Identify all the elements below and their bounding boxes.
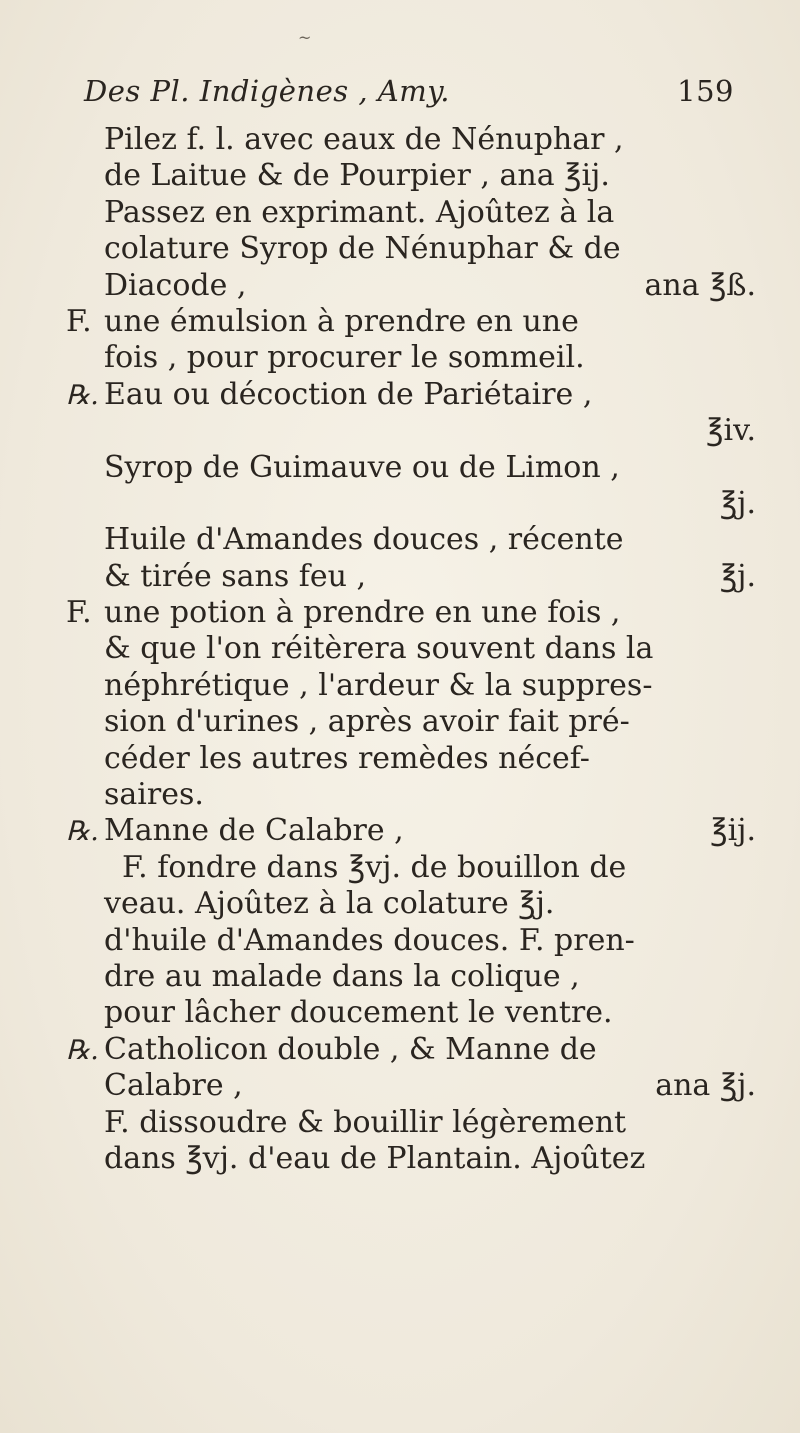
recipe-symbol: ℞. (66, 816, 99, 848)
text-line (66, 741, 756, 777)
line-text: Diacode , (104, 267, 247, 303)
line-text: F. fondre dans ℥vj. de bouillon de (122, 849, 627, 885)
line-text: F. dissoudre & bouillir légèrement (104, 1104, 627, 1140)
line-text: Eau ou décoction de Pariétaire , (104, 376, 593, 412)
recipe-symbol: ℞. (66, 379, 99, 411)
text-body (66, 122, 756, 1177)
line-text: dre au malade dans la colique , (104, 958, 580, 994)
line-text: Pilez f. l. avec eaux de Nénuphar , (104, 122, 624, 157)
line-text: sion d'urines , après avoir fait pré- (104, 704, 630, 740)
line-text: néphrétique , l'ardeur & la suppres- (104, 667, 653, 703)
text-line (66, 1105, 756, 1141)
text-line (66, 450, 756, 486)
text-line (66, 668, 756, 704)
line-text: saires. (104, 777, 204, 813)
text-line (66, 304, 756, 340)
text-line (66, 195, 756, 231)
formula-marker: F. (66, 303, 92, 339)
text-line (66, 1141, 756, 1177)
text-line (66, 340, 756, 376)
text-line (66, 1068, 756, 1104)
text-line (66, 777, 756, 813)
line-text: & que l'on réitèrera souvent dans la (104, 631, 654, 667)
text-line (66, 886, 756, 922)
formula-marker: F. (66, 595, 92, 631)
line-text: Catholicon double , & Manne de (104, 1031, 597, 1067)
line-text: Passez en exprimant. Ajoûtez à la (104, 194, 615, 230)
text-line (66, 631, 756, 667)
text-line (66, 995, 756, 1031)
text-line (66, 1032, 756, 1068)
dosage-amount: ℥j. (719, 558, 756, 594)
dosage-amount: ana ℥ß. (644, 267, 756, 303)
line-text: fois , pour procurer le sommeil. (104, 340, 585, 376)
text-line (66, 850, 756, 886)
header-title: Des Pl. Indigènes , Amy. (84, 74, 451, 108)
text-line (66, 231, 756, 267)
text-line (66, 559, 756, 595)
recipe-symbol: ℞. (66, 1034, 99, 1066)
text-line (66, 595, 756, 631)
line-text: une potion à prendre en une fois , (104, 595, 621, 631)
dosage-amount: ana ℥j. (655, 1068, 756, 1104)
line-text: de Laitue & de Pourpier , ana ℥ij. (104, 158, 610, 194)
line-text: Manne de Calabre , (104, 813, 404, 849)
page-number: 159 (677, 74, 734, 108)
text-line (66, 268, 756, 304)
ink-speck: ~ (298, 28, 312, 47)
text-line (66, 704, 756, 740)
line-text: Syrop de Guimauve ou de Limon , (104, 449, 620, 485)
line-text: & tirée sans feu , (104, 558, 367, 594)
running-header (84, 74, 734, 108)
line-text: une émulsion à prendre en une (104, 303, 579, 339)
text-line (66, 377, 756, 413)
text-line (66, 522, 756, 558)
text-line (66, 813, 756, 849)
text-line (66, 122, 756, 158)
dosage-amount: ℥j. (719, 485, 756, 521)
line-text: pour lâcher doucement le ventre. (104, 995, 613, 1031)
text-line (66, 158, 756, 194)
dosage-amount: ℥iv. (706, 413, 756, 449)
line-text: céder les autres remèdes nécef- (104, 740, 590, 776)
line-text: Huile d'Amandes douces , récente (104, 522, 624, 558)
line-text: veau. Ajoûtez à la colature ℥j. (104, 886, 555, 922)
line-text: dans ℥vj. d'eau de Plantain. Ajoûtez (104, 1140, 646, 1176)
text-line (66, 486, 756, 522)
dosage-amount: ℥ij. (710, 813, 756, 849)
text-line (66, 959, 756, 995)
text-line (66, 923, 756, 959)
line-text: colature Syrop de Nénuphar & de (104, 231, 621, 267)
text-line (66, 413, 756, 449)
line-text: Calabre , (104, 1068, 243, 1104)
line-text: d'huile d'Amandes douces. F. pren- (104, 922, 635, 958)
